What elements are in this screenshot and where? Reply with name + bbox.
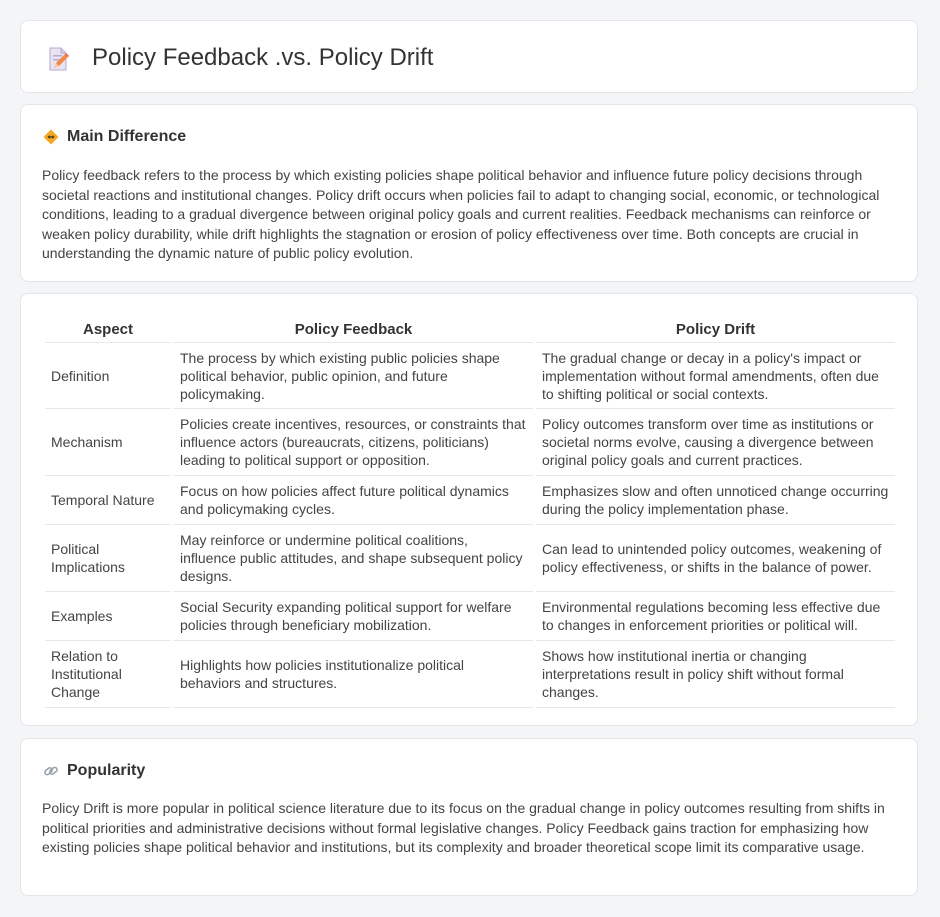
drift-cell: Environmental regulations becoming less effective due to changes in enforcement priorities or political will. [536,592,895,641]
feedback-cell: Policies create incentives, resources, or constraints that influence actors (bureaucrats, citizens, politicians) leading to political support or opposition. [174,409,533,476]
popularity-text: Policy Drift is more popular in political science literature due to its focus on the gradual change in policy outcomes resulting from shifts in political priorities and administrative decisions without formal legislative changes. Policy Feedback gains traction for emphasizing how existing policies shape political behavior and institutions, but its complexity and broader theoretical scope limit its comparative usage. [42,800,885,856]
aspect-cell: Examples [45,592,171,641]
drift-cell: The gradual change or decay in a policy's impact or implementation without formal amendments, often due to shifting political or social contexts. [536,343,895,409]
main-difference-title: Main Difference [67,128,187,145]
table-row [45,641,895,708]
aspect-cell: Relation to Institutional Change [45,641,171,708]
diamond-arrows-icon [43,129,59,145]
table-row [45,343,895,409]
header-aspect: Aspect [45,313,171,343]
drift-cell: Emphasizes slow and often unnoticed change occurring during the policy implementation phase. [536,476,895,525]
comparison-card [20,293,918,726]
popularity-heading [43,760,145,782]
feedback-cell: Highlights how policies institutionalize political behaviors and structures. [174,641,533,708]
main-difference-heading [43,126,186,148]
feedback-cell: The process by which existing public policies shape political behavior, public opinion, and future policymaking. [174,343,533,409]
table-row [45,592,895,641]
link-icon [43,763,59,779]
table-row [45,409,895,476]
table-header-row [45,313,895,343]
drift-cell: Shows how institutional inertia or changing interpretations result in policy shift without formal changes. [536,641,895,708]
document-pencil-icon [45,46,71,72]
popularity-title: Popularity [67,762,146,779]
main-difference-card [20,104,918,282]
header-policy-drift: Policy Drift [536,313,895,343]
drift-cell: Can lead to unintended policy outcomes, weakening of policy effectiveness, or shifts in the balance of power. [536,525,895,592]
aspect-cell: Political Implications [45,525,171,592]
table-row [45,476,895,525]
aspect-cell: Definition [45,343,171,409]
comparison-table [42,313,898,708]
aspect-cell: Temporal Nature [45,476,171,525]
main-difference-text: Policy feedback refers to the process by which existing policies shape political behavior and influence future policy decisions through societal reactions and institutional changes. Policy drift occurs when policies fail to adapt to changing social, economic, or technological conditions, leading to a gradual divergence between original policy goals and current realities. Feedback mechanisms can reinforce or weaken policy durability, while drift highlights the stagnation or erosion of policy effectiveness over time. Both concepts are crucial in understanding the dynamic nature of public policy evolution. [42,167,880,262]
header-card [20,20,918,93]
page-title: Policy Feedback .vs. Policy Drift [92,44,434,71]
aspect-cell: Mechanism [45,409,171,476]
feedback-cell: Social Security expanding political support for welfare policies through beneficiary mobilization. [174,592,533,641]
popularity-card [20,738,918,896]
feedback-cell: Focus on how policies affect future political dynamics and policymaking cycles. [174,476,533,525]
header-policy-feedback: Policy Feedback [174,313,533,343]
drift-cell: Policy outcomes transform over time as institutions or societal norms evolve, causing a divergence between original policy goals and current practices. [536,409,895,476]
feedback-cell: May reinforce or undermine political coalitions, influence public attitudes, and shape subsequent policy designs. [174,525,533,592]
table-row [45,525,895,592]
